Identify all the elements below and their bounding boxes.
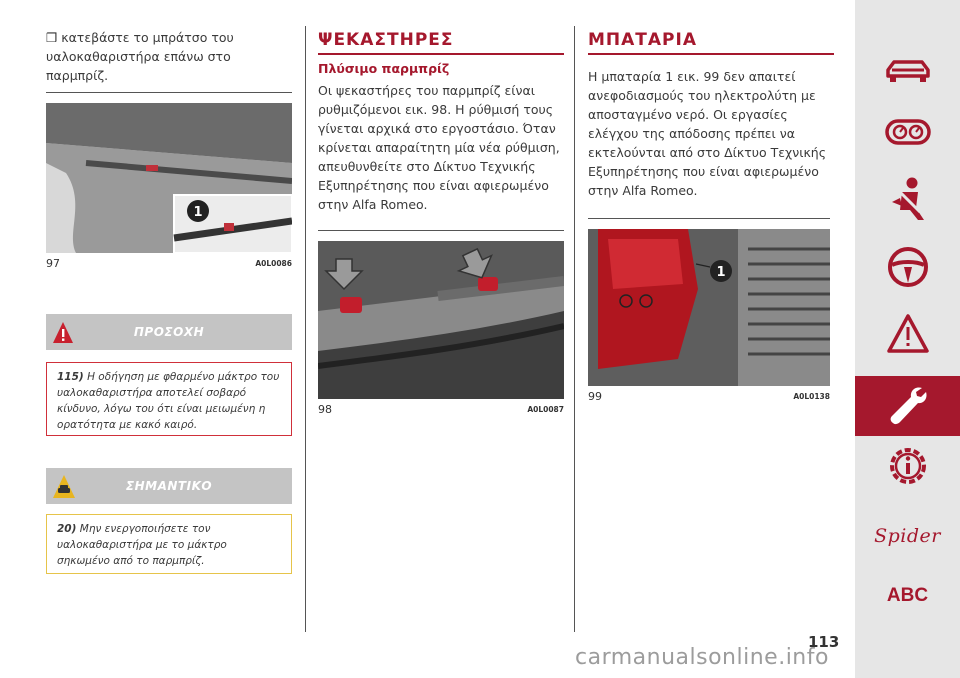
chapter-sidebar bbox=[855, 0, 960, 678]
figure-98 bbox=[318, 230, 564, 416]
sidebar-item-driving[interactable] bbox=[855, 245, 960, 289]
sidebar-item-maintenance[interactable] bbox=[855, 376, 960, 436]
washer-section bbox=[318, 30, 564, 214]
subsection-title-windscreen-wash: Πλύσιμο παρμπρίζ bbox=[318, 61, 450, 76]
important-number: 20) bbox=[57, 523, 77, 535]
figure-code: A0L0086 bbox=[255, 259, 292, 268]
intro-text: κατεβάστε το μπράτσο του υαλοκαθαριστήρα επάνω στο παρμπρίζ. bbox=[46, 30, 234, 83]
column-divider-1 bbox=[305, 26, 306, 632]
section-title-washers: ΨΕΚΑΣΤΗΡΕΣ bbox=[318, 30, 454, 50]
wiper-arm-photo bbox=[46, 103, 292, 252]
warning-text: Η οδήγηση με φθαρμένο μάκτρο του υαλοκαθαριστήρα αποτελεί σοβαρό κίνδυνο, λόγω του ότι είναι μειωμένη η ορατότητα με κακό καιρό. bbox=[57, 371, 280, 431]
car-icon bbox=[884, 54, 932, 86]
figure-code: A0L0138 bbox=[793, 392, 830, 401]
intro-paragraph bbox=[46, 28, 292, 85]
steering-wheel-icon bbox=[886, 245, 930, 289]
column-divider-2 bbox=[574, 26, 575, 632]
important-title: ΣΗΜΑΝΤΙΚΟ bbox=[125, 479, 213, 493]
wrench-icon bbox=[886, 384, 930, 428]
page-number: 113 bbox=[808, 633, 840, 651]
sidebar-item-dashboard[interactable] bbox=[855, 112, 960, 152]
callout-1-fig97: 1 bbox=[193, 205, 203, 220]
dashboard-icon bbox=[884, 117, 932, 147]
sidebar-item-car[interactable] bbox=[855, 50, 960, 90]
figure-code: A0L0087 bbox=[527, 405, 564, 414]
section-title-rule bbox=[588, 53, 834, 55]
battery-photo bbox=[588, 229, 830, 385]
abc-index-icon: ABC bbox=[886, 585, 929, 606]
important-text: Μην ενεργοποιήσετε τον υαλοκαθαριστήρα με το μάκτρο σηκωμένο από το παρμπρίζ. bbox=[57, 523, 227, 567]
sidebar-item-multimedia[interactable] bbox=[855, 522, 960, 550]
washer-jets-photo bbox=[318, 241, 564, 398]
spider-logo-icon: Spider bbox=[874, 525, 941, 547]
important-header bbox=[46, 468, 292, 504]
warning-header bbox=[46, 314, 292, 350]
figure-number: 97 bbox=[46, 257, 60, 270]
section-title-rule bbox=[318, 53, 564, 55]
warning-title: ΠΡΟΣΟΧΗ bbox=[133, 325, 205, 339]
info-gear-icon bbox=[885, 443, 931, 489]
warning-number: 115) bbox=[57, 371, 84, 383]
important-box bbox=[46, 514, 292, 574]
figure-number: 98 bbox=[318, 403, 332, 416]
watermark-text: carmanualsonline.info bbox=[575, 645, 829, 670]
sidebar-item-safety[interactable] bbox=[855, 175, 960, 223]
seatbelt-passenger-icon bbox=[886, 176, 930, 222]
sidebar-item-index[interactable] bbox=[855, 582, 960, 610]
figure-number: 99 bbox=[588, 390, 602, 403]
sidebar-item-emergency[interactable] bbox=[855, 312, 960, 356]
section-title-battery: ΜΠΑΤΑΡΙΑ bbox=[588, 30, 697, 50]
figure-97 bbox=[46, 92, 292, 270]
washer-body-text: Οι ψεκαστήρες του παρμπρίζ είναι ρυθμιζόμενοι εικ. 98. Η ρύθμισή τους γίνεται αρχικά στο εργοστάσιο. Όταν κρίνεται απαραίτητη μία νέα ρύθμιση, απευθυνθείτε στο Δίκτυο Τεχνικής Εξυπηρέτησης που είναι αφιερωμένο στην Alfa Romeo. bbox=[318, 83, 560, 212]
figure-99 bbox=[588, 218, 830, 403]
battery-body-text: Η μπαταρία ⁠1 εικ. 99 δεν απαιτεί ανεφοδιασμούς του ηλεκτρολύτη με αποσταγμένο νερό. Οι εργασίες ελέγχου της απόδοσης πρέπει να εκτελούνται από στο Δίκτυο Τεχνικής Εξυπηρέτησης που είναι αφιερωμένο στην Alfa Romeo. bbox=[588, 69, 827, 198]
warning-triangle-icon bbox=[886, 313, 930, 355]
sidebar-item-technical-data[interactable] bbox=[855, 442, 960, 490]
warning-box bbox=[46, 362, 292, 436]
bullet-icon: ❒ bbox=[46, 30, 58, 45]
battery-section bbox=[588, 30, 834, 200]
callout-1-fig99: 1 bbox=[716, 265, 726, 280]
